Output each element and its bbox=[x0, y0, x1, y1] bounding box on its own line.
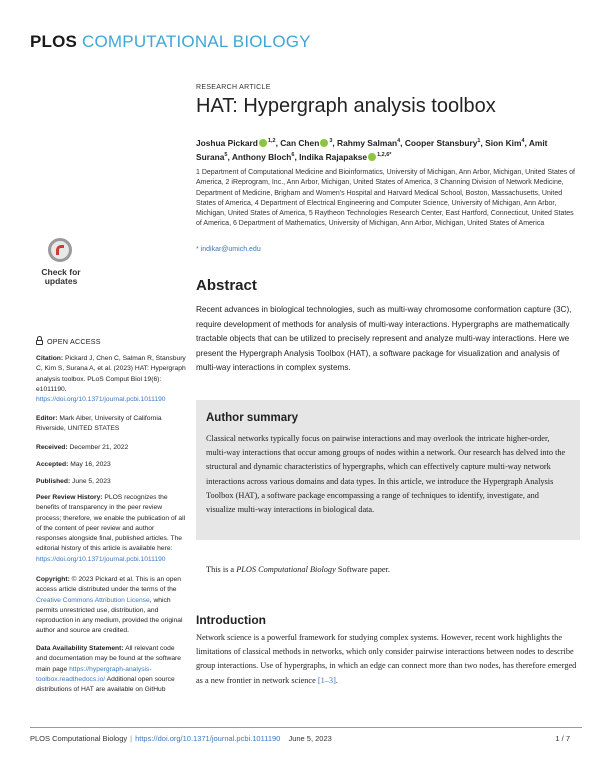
author-name[interactable]: Sion Kim bbox=[485, 137, 522, 148]
copyright-block: Copyright: © 2023 Pickard et al. This is an open access article distributed under the terms of the Creative Commons Attribution License, which permits unrestricted use, distribution, and reproduction in any medium, provided the original author and source are credited. bbox=[36, 576, 183, 635]
data-availability-block: Data Availability Statement: All relevant code and documentation may be found at the software main page https://hypergraph-analysis-toolbox.readthedocs.io/ Additional open source distributions of HAT are available on GitHub bbox=[36, 645, 181, 694]
author-name[interactable]: Anthony Bloch bbox=[231, 151, 292, 162]
brand-journal-name: COMPUTATIONAL BIOLOGY bbox=[82, 32, 311, 51]
citation-block: Citation: Pickard J, Chen C, Salman R, Stansbury C, Kim S, Surana A, et al. (2023) HAT: Hypergraph analysis toolbox. PLoS Comput Biol 19(6): e1011190. https://doi.org/10.1371/journal.pcbi.1011190 bbox=[36, 355, 186, 404]
footer-journal: PLOS Computational Biology bbox=[30, 734, 128, 743]
orcid-icon[interactable] bbox=[368, 153, 376, 161]
article-type: RESEARCH ARTICLE bbox=[196, 84, 271, 91]
footer-date: June 5, 2023 bbox=[288, 734, 332, 743]
author-affil: 6 bbox=[291, 151, 295, 158]
page-footer: PLOS Computational Biology | https://doi.org/10.1371/journal.pcbi.1011190 June 5, 2023 bbox=[30, 734, 332, 743]
author-name[interactable]: Cooper Stansbury bbox=[404, 137, 478, 148]
author-affil: 4 bbox=[397, 138, 401, 144]
author-summary-box bbox=[196, 400, 580, 540]
author-list: Joshua Pickard $^{1,2}$, Can Chen $^3$, Rahmy Salman$^4$, Cooper Stansbury$^1$, Sion Kim$^4$, Amit Surana$^5$, Anthony Bloch$^6$, Indika Rajapakse $^{1,2,6*}$ bbox=[196, 137, 548, 162]
introduction-text: Network science is a powerful framework for studying complex systems. However, recent work highlights the limitations of classical methods in networks, which only consider pairwise interactions between nodes to describe group interactions. Use of hypergraphs, in which an edge can connect more than two nodes, has therefore emerged as a new frontier in network science [1–3]. bbox=[196, 633, 577, 685]
orcid-icon[interactable] bbox=[320, 139, 328, 147]
accepted-date: Accepted: May 16, 2023 bbox=[36, 461, 111, 468]
license-link[interactable]: Creative Commons Attribution License bbox=[36, 596, 150, 604]
software-paper-note: This is a PLOS Computational Biology Software paper. bbox=[206, 565, 390, 574]
author-summary-text: Classical networks typically focus on pairwise interactions and may overlook the intricate higher-order, multi-way interactions that occur among groups of nodes within a network. Our research has delved into the structural and dynamic characteristics of hypergraphs, which can effectively capture multi-way network interactions across various domains and data types. In this article, we introduce the Hypergraph Analysis Toolbox (HAT), a software package encompassing a range of techniques to identify, investigate, and visualize multi-way interactions in biological data. bbox=[206, 434, 566, 515]
author-affil: 1,2,6* bbox=[377, 151, 392, 158]
published-date: Published: June 5, 2023 bbox=[36, 478, 111, 485]
article-title: HAT: Hypergraph analysis toolbox bbox=[196, 95, 496, 117]
author-affil: 1 bbox=[477, 138, 481, 144]
abstract-text: Recent advances in biological technologies, such as multi-way chromosome conformation capture (3C), require development of methods for analysis of multi-way interactions. Hypergraphs are mathematically tractable objects that can be utilized to precisely represent and analyze multi-way interactions. Here we present the Hypergraph Analysis Toolbox (HAT), a software package for visualization and analysis of multi-way interactions in complex systems. bbox=[196, 305, 572, 372]
check-updates-icon bbox=[48, 238, 72, 262]
peer-review-block: Peer Review History: PLOS recognizes the benefits of transparency in the peer review process; therefore, we enable the publication of all of the content of peer review and author responses alongside final, published articles. The editorial history of this article is available here: https://doi.org/10.1371/journal.pcbi.1011190 bbox=[36, 494, 186, 563]
software-docs-link[interactable]: https://hypergraph-analysis-toolbox.readthedocs.io/ bbox=[36, 665, 152, 683]
editor-block: Editor: Mark Alber, University of California Riverside, UNITED STATES bbox=[36, 415, 162, 433]
author-affil: 3 bbox=[329, 138, 333, 144]
author-summary-heading: Author summary bbox=[206, 412, 299, 424]
check-updates-label: Check for updates bbox=[41, 267, 81, 286]
check-for-updates-badge[interactable] bbox=[34, 238, 88, 294]
open-lock-icon bbox=[36, 340, 43, 345]
corresponding-star: * bbox=[196, 246, 199, 253]
corresponding-email-link[interactable]: indikar@umich.edu bbox=[200, 246, 261, 253]
citation-ref-link[interactable]: [1–3] bbox=[317, 675, 336, 685]
journal-brand bbox=[30, 32, 311, 52]
peer-review-link[interactable]: https://doi.org/10.1371/journal.pcbi.1011190 bbox=[36, 555, 166, 563]
open-access-label: OPEN ACCESS bbox=[36, 337, 101, 346]
corresponding-author bbox=[196, 246, 261, 253]
introduction-heading: Introduction bbox=[196, 613, 266, 627]
author-name[interactable]: Joshua Pickard bbox=[196, 137, 258, 148]
author-name[interactable]: Amit Surana bbox=[196, 137, 548, 162]
footer-divider bbox=[30, 727, 582, 728]
author-affil: 5 bbox=[224, 151, 228, 158]
brand-plos: PLOS bbox=[30, 32, 78, 51]
citation-doi-link[interactable]: https://doi.org/10.1371/journal.pcbi.1011190 bbox=[36, 396, 166, 404]
orcid-icon[interactable] bbox=[259, 139, 267, 147]
author-name[interactable]: Can Chen bbox=[280, 137, 320, 148]
author-name[interactable]: Rahmy Salman bbox=[337, 137, 398, 148]
author-name[interactable]: Indika Rajapakse bbox=[299, 151, 368, 162]
page-number: 1 / 7 bbox=[555, 734, 570, 743]
received-date: Received: December 21, 2022 bbox=[36, 444, 129, 451]
abstract-heading: Abstract bbox=[196, 277, 257, 294]
author-affil: 4 bbox=[521, 138, 525, 144]
author-affil: 1,2 bbox=[267, 138, 276, 144]
affiliations: 1 Department of Computational Medicine and Bioinformatics, University of Michigan, Ann Arbor, Michigan, United States of America, 2 iReprogram, Inc., Ann Arbor, Michigan, United States of America, 3 Channing Division of Network Medicine, Department of Medicine, Brigham and Women's Hospital and Harvard Medical School, Boston, Massachusetts, United States of America, 4 Department of Electrical Engineering and Computer Science, University of Michigan, Ann Arbor, Michigan, United States of America, 5 Raytheon Technologies Research Center, East Hartford, Connecticut, United States of America, 6 Department of Mathematics, University of Michigan, Ann Arbor, Michigan, United States of America bbox=[196, 169, 575, 228]
footer-doi-link[interactable]: https://doi.org/10.1371/journal.pcbi.1011190 bbox=[135, 734, 281, 743]
